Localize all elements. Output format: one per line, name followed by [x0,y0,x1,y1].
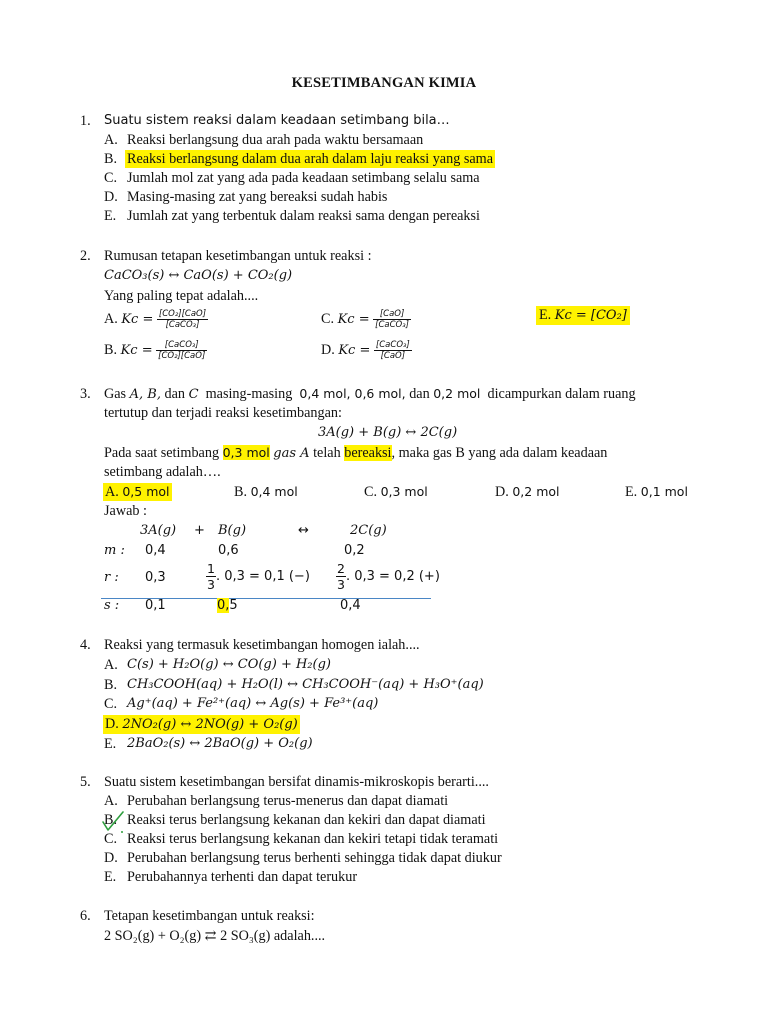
q2-option-d-numerator: [CaCO₃] [375,340,410,350]
q2-option-e-expr: Kc = [CO₂] [554,308,627,323]
q2-option-a-denominator: [CaCO₃] [165,320,200,330]
q2-option-c-fraction [373,309,411,330]
ice-r-b-fraction [206,561,216,592]
ice-m-b: 0,6 [218,543,239,558]
q1-option-a-letter: A. [104,132,118,148]
q2-question: Rumusan tetapan kesetimbangan untuk reaksi : [104,248,372,264]
q5-number: 5. [80,774,91,790]
q3-highlight-mol: 0,3 mol [222,445,270,460]
q3-option-c [364,483,428,501]
q1-question: Suatu sistem reaksi dalam keadaan setimbang bila… [104,113,450,128]
q2-option-d-denominator: [CaO] [380,351,406,361]
q5-option-d-text: Perubahan berlangsung terus berhenti sehingga tidak dapat diukur [127,850,502,866]
q3-gas-c: C [188,387,199,402]
q6-reaction: 2 SO₂(g) + O₂(g) ⇄ 2 SO₃(g) adalah.... [104,928,326,944]
ice-header-a-text: 3A(g) [140,523,177,538]
ice-header-a [140,522,176,540]
ice-r-c-rest: . 0,3 = 0,2 (+) [345,569,440,584]
q5-option-e-text: Perubahannya terhenti dan dapat terukur [127,869,358,885]
q1-option-b-text-highlighted: Reaksi berlangsung dalam dua arah dalam laju reaksi yang sama [127,151,493,167]
q4-option-b-text: CH₃COOH(aq) + H₂O(l) ↔ CH₃COOH⁻(aq) + H₃O⁺(aq) [127,677,484,692]
q1-option-b-letter: B. [104,151,118,167]
q2-option-d-lhs: Kc = [338,342,371,358]
q1-option-c-letter: C. [104,170,118,186]
q3-text-pada: Pada saat setimbang [104,445,220,461]
q2-option-e-highlighted [536,306,630,325]
ice-r-b [206,561,310,592]
q3-text-rest: , maka gas B yang ada dalam keadaan [391,445,608,461]
q2-option-c-numerator: [CaO] [373,309,411,320]
q4-option-d-letter: D. [105,716,119,732]
q2-option-a [104,309,208,330]
ice-s-a: 0,1 [145,598,166,613]
ice-s-b-highlight: 0, [217,598,230,613]
ice-s-c: 0,4 [340,598,361,613]
q3-text-dicampurkan: dicampurkan dalam ruang [487,386,636,402]
q1-option-d-text: Masing-masing zat yang bereaksi sudah habis [127,189,388,205]
q2-option-c-letter: C. [321,310,335,327]
q3-option-a-value: 0,5 mol [122,484,170,499]
q3-highlight-bereaksi: bereaksi [344,445,392,461]
q3-line-4: setimbang adalah…. [104,464,221,480]
q4-option-c-text: Ag⁺(aq) + Fe²⁺(aq) ↔ Ag(s) + Fe³⁺(aq) [127,696,379,711]
q3-line-2: tertutup dan terjadi reaksi kesetimbangan: [104,405,342,421]
ice-header-plus: + [194,523,205,538]
q3-answer-label: Jawab : [104,503,147,519]
q3-line-3 [104,444,607,463]
q3-option-c-value: 0,3 mol [380,484,428,499]
q3-text-telah: telah [313,445,341,461]
q3-option-b-value: 0,4 mol [250,484,298,499]
q1-option-d-letter: D. [104,189,118,205]
ice-row-r [104,569,119,587]
q4-option-d-text: 2NO₂(g) ↔ 2NO(g) + O₂(g) [122,717,298,732]
ice-m-c: 0,2 [344,543,365,558]
ice-row-s [104,597,119,615]
q4-option-a-text: C(s) + H₂O(g) ↔ CO(g) + H₂(g) [127,657,331,672]
q3-option-a-highlighted [103,483,172,501]
q4-option-a-letter: A. [104,657,118,673]
ice-row-m-label: m : [104,543,125,558]
q3-option-b [234,483,298,501]
q2-option-d-fraction [374,340,412,361]
q3-text-gas-a: gas A [273,446,310,461]
q1-option-c-text: Jumlah mol zat yang ada pada keadaan setimbang selalu sama [127,170,480,186]
q3-option-d-letter: D. [495,484,509,500]
q5-question: Suatu sistem kesetimbangan bersifat dinamis-mikroskopis berarti.... [104,774,489,790]
q2-option-b [104,340,207,361]
page-title: KESETIMBANGAN KIMIA [291,75,477,91]
q4-option-c-letter: C. [104,696,118,712]
ice-row-s-label: s : [104,598,120,613]
q4-option-d-highlighted [103,715,300,734]
q2-option-d [321,340,412,361]
q2-reaction: CaCO₃(s) ↔ CaO(s) + CO₂(g) [104,268,293,283]
q4-option-e-text: 2BaO₂(s) ↔ 2BaO(g) + O₂(g) [127,736,313,751]
q2-option-b-fraction [156,340,207,361]
q2-option-a-letter: A. [104,310,118,327]
ice-r-c-num: 2 [337,561,345,576]
ice-r-b-num: 1 [207,561,215,576]
ice-r-c [336,561,440,592]
q6-question: Tetapan kesetimbangan untuk reaksi: [104,908,315,924]
q2-option-a-numerator: [CO₂][CaO] [158,309,207,319]
q2-option-c-denominator: [CaCO₃] [375,320,409,330]
q1-option-a-text: Reaksi berlangsung dua arah pada waktu bersamaan [127,132,424,148]
q3-option-b-letter: B. [234,484,248,500]
q5-option-a-letter: A. [104,793,118,809]
ice-row-m [104,542,125,560]
q3-reaction: 3A(g) + B(g) ↔ 2C(g) [318,425,458,440]
ice-header-b [218,522,246,540]
q6-number: 6. [80,908,91,924]
ice-header-arrow: ↔ [298,523,309,538]
q2-option-a-fraction [157,309,208,330]
q4-option-e-letter: E. [104,736,117,752]
q3-gases: A, B, [129,387,161,402]
q3-option-e-letter: E. [625,484,638,500]
q5-option-c-letter: C. [104,831,118,847]
q2-option-d-letter: D. [321,341,335,358]
q2-option-b-letter: B. [104,341,118,358]
q3-amount-c: 0,2 mol [433,386,481,401]
q5-option-b-text: Reaksi terus berlangsung kekanan dan kekiri dan dapat diamati [127,812,486,828]
ice-row-r-label: r : [104,570,119,585]
q2-option-b-lhs: Kc = [120,342,153,358]
q4-option-b-letter: B. [104,677,118,693]
ice-header-b-text: B(g) [218,523,247,538]
q3-line-1 [104,385,636,404]
q3-option-d-value: 0,2 mol [512,484,560,499]
q2-option-c-lhs: Kc = [337,311,370,327]
q3-option-d [495,483,560,501]
ice-r-c-den: 3 [337,577,345,592]
q3-option-e-value: 0,1 mol [640,484,688,499]
q5-option-d-letter: D. [104,850,118,866]
ice-r-a: 0,3 [145,570,166,585]
q2-prompt: Yang paling tepat adalah.... [104,288,259,304]
q3-number: 3. [80,386,91,402]
q5-option-a-text: Perubahan berlangsung terus-menerus dan dapat diamati [127,793,449,809]
ice-r-b-rest: . 0,3 = 0,1 (−) [215,569,310,584]
q5-option-e-letter: E. [104,869,117,885]
q3-text-masing: masing-masing [205,386,293,402]
q5-option-c-text: Reaksi terus berlangsung kekanan dan kekiri tetapi tidak teramati [127,831,499,847]
q3-option-e [625,483,688,501]
q3-text-dan-2: dan [409,386,430,402]
q4-question: Reaksi yang termasuk kesetimbangan homogen ialah.... [104,637,420,653]
q1-number: 1. [80,113,91,129]
ice-header-c-text: 2C(g) [350,523,387,538]
q2-option-b-denominator: [CO₂][CaO] [158,351,206,361]
q2-option-b-numerator: [CaCO₃] [156,340,207,351]
q3-text-gas: Gas [104,386,127,402]
ice-s-b [217,597,238,615]
q3-option-a-letter: A. [105,484,119,500]
ice-m-a: 0,4 [145,543,166,558]
q2-option-e-letter: E. [539,307,552,323]
q3-option-c-letter: C. [364,484,378,500]
q2-option-a-lhs: Kc = [121,311,154,327]
q2-option-c [321,309,411,330]
ice-r-b-den: 3 [207,577,215,592]
ice-r-c-fraction [336,561,346,592]
ice-header-c [350,522,387,540]
q1-option-e-text: Jumlah zat yang terbentuk dalam reaksi sama dengan pereaksi [127,208,480,224]
ice-s-b-rest: 5 [229,598,238,613]
q3-amounts: 0,4 mol, 0,6 mol, [299,386,406,401]
q1-option-e-letter: E. [104,208,117,224]
q3-text-dan: dan [164,386,186,402]
q5-option-b-letter: B. [104,812,118,828]
q2-number: 2. [80,248,91,264]
q4-number: 4. [80,637,91,653]
